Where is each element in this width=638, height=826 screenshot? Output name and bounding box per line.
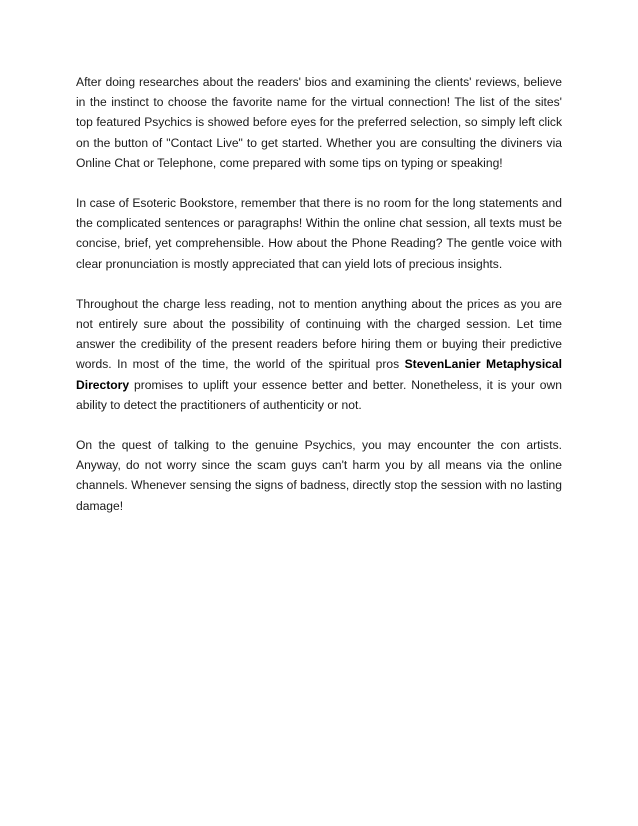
document-body — [76, 72, 562, 536]
directory-link[interactable]: StevenLanier Metaphysical Directory — [76, 357, 562, 392]
paragraph-2: In case of Esoteric Bookstore, remember that there is no room for the long statements and the complicated sentences or paragraphs! Within the online chat session, all texts must be concise, brief, yet comprehensible. How about the Phone Reading? The gentle voice with clear pronunciation is mostly appreciated that can yield lots of precious insights. — [76, 196, 562, 271]
paragraph-3-text-after: promises to uplift your essence better and better. Nonetheless, it is your own ability to detect the practitioners of authenticity or not. — [76, 377, 562, 412]
paragraph-4: On the quest of talking to the genuine Psychics, you may encounter the con artists. Anyway, do not worry since the scam guys can't harm you by all means via the online channels. Whenever sensing the signs of badness, directly stop the session with no lasting damage! — [76, 438, 562, 513]
paragraph-3 — [76, 294, 562, 415]
paragraph-3-text-before: Throughout the charge less reading, not to mention anything about the prices as you are not entirely sure about the possibility of continuing with the charged session. Let time answer the credibility of the present readers before hiring them or buying their predictive words. In most of the time, the world of the spiritual pros — [76, 296, 562, 372]
paragraph-1: After doing researches about the readers' bios and examining the clients' reviews, believe in the instinct to choose the favorite name for the virtual connection! The list of the sites' top featured Psychics is showed before eyes for the preferred selection, so simply left click on the button of "Contact Live" to get started. Whether you are consulting the diviners via Online Chat or Telephone, come prepared with some tips on typing or speaking! — [76, 75, 562, 170]
